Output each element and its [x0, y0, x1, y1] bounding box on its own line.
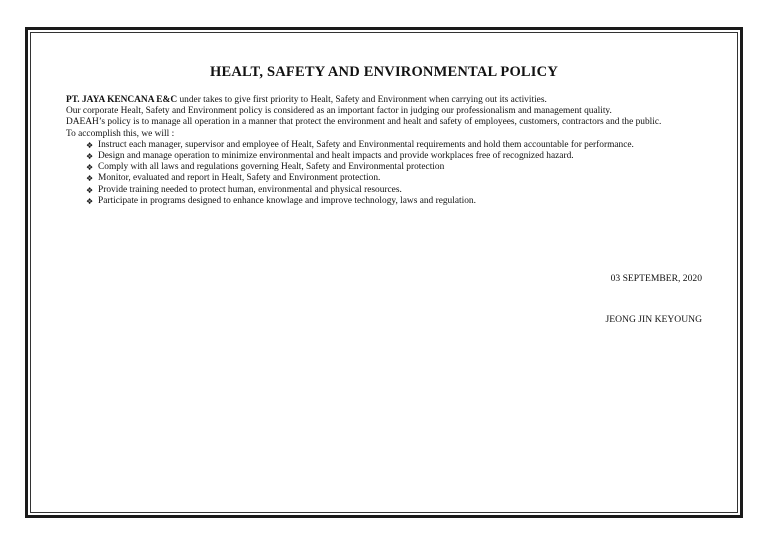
intro-line-2: Our corporate Healt, Safety and Environment policy is considered as an important factor in judging our professionalism and management quality.	[66, 106, 612, 117]
policy-date: 03 SEPTEMBER, 2020	[610, 273, 702, 284]
diamond-dots-icon: ❖	[86, 152, 94, 162]
list-item-text: Comply with all laws and regulations governing Healt, Safety and Environmental protection	[98, 162, 445, 173]
intro-line-4: To accomplish this, we will :	[66, 128, 175, 139]
page-title: HEALT, SAFETY AND ENVIRONMENTAL POLICY	[209, 64, 558, 80]
list-item	[86, 185, 706, 196]
signer-name: JEONG JIN KEYOUNG	[605, 314, 702, 325]
list-item-text: Provide training needed to protect human, environmental and physical resources.	[98, 184, 402, 195]
list-item	[86, 162, 706, 173]
commitment-list	[66, 140, 706, 207]
intro-line-3: DAEAH’s policy is to manage all operation in a manner that protect the environment and healt and safety of employees, customers, contractors and the public.	[66, 117, 662, 128]
list-item	[86, 140, 706, 151]
policy-body	[66, 95, 706, 207]
list-item-text: Design and manage operation to minimize environmental and healt impacts and provide workplaces free of recognized hazard.	[98, 151, 574, 162]
diamond-dots-icon: ❖	[86, 196, 94, 206]
diamond-dots-icon: ❖	[86, 163, 94, 173]
list-item	[86, 173, 706, 184]
company-name: PT. JAYA KENCANA E&C	[66, 95, 178, 105]
intro-line-1-text: under takes to give first priority to Healt, Safety and Environment when carrying out its activities.	[177, 95, 547, 105]
list-item-text: Instruct each manager, supervisor and employee of Healt, Safety and Environmental requirements and hold them accountable for performance.	[98, 139, 634, 150]
list-item	[86, 196, 706, 207]
list-item-text: Monitor, evaluated and report in Healt, Safety and Environment protection.	[98, 173, 381, 184]
intro-line-1	[66, 95, 706, 106]
list-item	[86, 151, 706, 162]
diamond-dots-icon: ❖	[86, 140, 94, 150]
diamond-dots-icon: ❖	[86, 174, 94, 184]
list-item-text: Participate in programs designed to enhance knowlage and improve technology, laws and regulation.	[98, 195, 476, 206]
diamond-dots-icon: ❖	[86, 185, 94, 195]
